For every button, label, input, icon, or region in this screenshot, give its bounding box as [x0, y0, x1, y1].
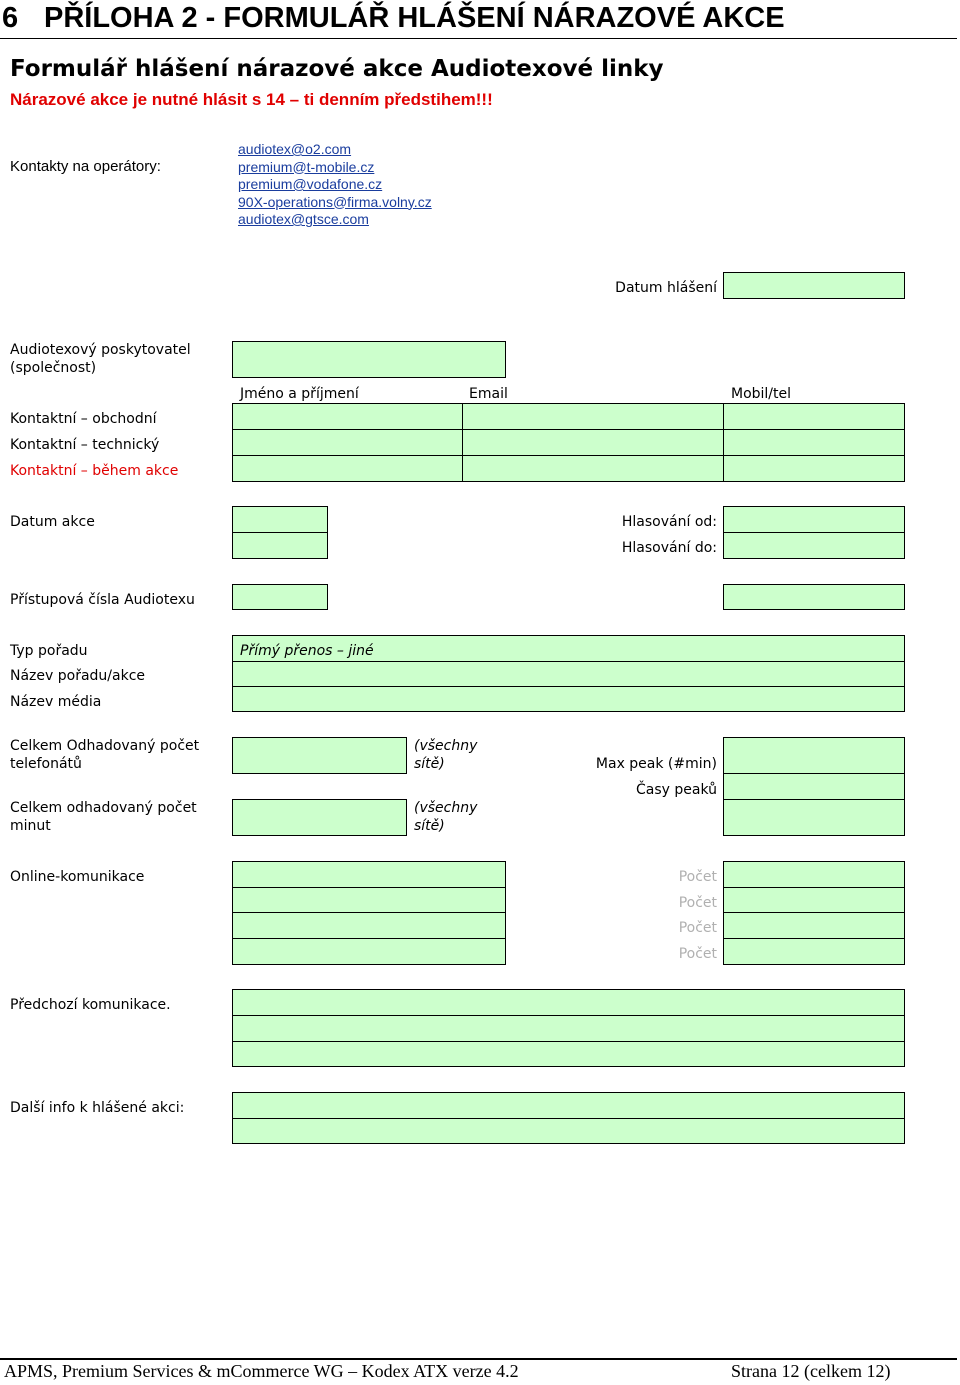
voting-from-label: Hlasování od:: [621, 514, 717, 530]
contact-technical-label: Kontaktní – technický: [10, 437, 160, 453]
chapter-title: PŘÍLOHA 2 - FORMULÁŘ HLÁŠENÍ NÁRAZOVÉ AKCE: [44, 2, 785, 34]
contact-email-link[interactable]: premium@vodafone.cz: [238, 176, 383, 192]
report-date-field[interactable]: [723, 272, 905, 299]
count-label-4: Počet: [678, 946, 717, 962]
max-peak-label: Max peak (#min): [595, 756, 717, 772]
count-field-3[interactable]: [723, 912, 905, 939]
event-date-field-1[interactable]: [232, 506, 328, 533]
chapter-heading: [0, 2, 960, 38]
contact-during-email-field[interactable]: [462, 455, 724, 482]
contact-email-link[interactable]: audiotex@gtsce.com: [238, 211, 369, 227]
voting-from-field[interactable]: [723, 506, 905, 533]
peak-times-field-2[interactable]: [723, 799, 905, 836]
previous-communication-field-3[interactable]: [232, 1041, 905, 1067]
program-name-field[interactable]: [232, 661, 905, 687]
contact-during-phone-field[interactable]: [723, 455, 905, 482]
col-email-header: Email: [469, 386, 508, 402]
further-info-field-2[interactable]: [232, 1118, 905, 1144]
access-numbers-label: Přístupová čísla Audiotexu: [10, 592, 195, 608]
media-name-label: Název média: [10, 694, 102, 710]
form-title: Formulář hlášení nárazové akce Audiotexové linky: [10, 56, 664, 82]
total-minutes-label: Celkem odhadovaný počet minut: [10, 800, 197, 834]
program-type-label: Typ pořadu: [10, 643, 88, 659]
event-date-field-2[interactable]: [232, 532, 328, 559]
contacts-list: [238, 141, 432, 229]
program-type-value: Přímý přenos – jiné: [240, 643, 374, 659]
total-calls-label: Celkem Odhadovaný počet telefonátů: [10, 738, 200, 772]
contact-during-name-field[interactable]: [232, 455, 463, 482]
contact-business-email-field[interactable]: [462, 403, 724, 430]
contact-email-link[interactable]: premium@t-mobile.cz: [238, 158, 375, 175]
online-field-1[interactable]: [232, 861, 506, 888]
chapter-number: 6: [2, 2, 19, 34]
voting-to-field[interactable]: [723, 532, 905, 559]
count-label-1: Počet: [678, 869, 717, 885]
access-numbers-field-1[interactable]: [232, 584, 328, 610]
contact-business-name-field[interactable]: [232, 403, 463, 430]
contact-technical-phone-field[interactable]: [723, 429, 905, 456]
count-field-4[interactable]: [723, 938, 905, 965]
footer-right: Strana 12 (celkem 12): [731, 1361, 891, 1381]
count-label-3: Počet: [678, 920, 717, 936]
peak-times-field-1[interactable]: [723, 773, 905, 800]
total-calls-field[interactable]: [232, 737, 407, 774]
contact-business-label: Kontaktní – obchodní: [10, 411, 157, 427]
further-info-field-1[interactable]: [232, 1092, 905, 1119]
online-label: Online-komunikace: [10, 869, 145, 885]
heading-rule: [0, 38, 957, 39]
contact-technical-email-field[interactable]: [462, 429, 724, 456]
count-field-1[interactable]: [723, 861, 905, 888]
footer-left: APMS, Premium Services & mCommerce WG – Kodex ATX verze 4.2: [4, 1361, 519, 1381]
max-peak-field[interactable]: [723, 737, 905, 774]
event-date-label: Datum akce: [10, 514, 95, 530]
contact-email-link[interactable]: 90X-operations@firma.volny.cz: [238, 193, 432, 210]
count-field-2[interactable]: [723, 887, 905, 913]
warning-text: Nárazové akce je nutné hlásit s 14 – ti denním předstihem!!!: [10, 90, 493, 109]
online-field-4[interactable]: [232, 938, 506, 965]
peak-times-label: Časy peaků: [635, 782, 717, 798]
all-networks-note-1: (všechny sítě): [414, 738, 478, 772]
contact-business-phone-field[interactable]: [723, 403, 905, 430]
footer-rule: [0, 1358, 957, 1360]
voting-to-label: Hlasování do:: [621, 540, 717, 556]
count-label-2: Počet: [678, 895, 717, 911]
online-field-2[interactable]: [232, 887, 506, 913]
report-date-label: Datum hlášení: [615, 280, 717, 296]
program-name-label: Název pořadu/akce: [10, 668, 146, 684]
previous-communication-field-1[interactable]: [232, 989, 905, 1016]
program-type-field[interactable]: [232, 635, 905, 662]
online-field-3[interactable]: [232, 912, 506, 939]
total-minutes-field[interactable]: [232, 799, 407, 836]
contacts-label: Kontakty na operátory:: [10, 158, 161, 175]
previous-communication-field-2[interactable]: [232, 1015, 905, 1042]
contact-email-link[interactable]: audiotex@o2.com: [238, 141, 352, 157]
access-numbers-field-2[interactable]: [723, 584, 905, 610]
further-info-label: Další info k hlášené akci:: [10, 1100, 185, 1116]
previous-communication-label: Předchozí komunikace.: [10, 997, 171, 1013]
media-name-field[interactable]: [232, 686, 905, 712]
contact-during-label: Kontaktní – během akce: [10, 463, 179, 479]
all-networks-note-2: (všechny sítě): [414, 800, 478, 834]
col-name-header: Jméno a příjmení: [240, 386, 359, 402]
col-phone-header: Mobil/tel: [731, 386, 792, 402]
provider-label: Audiotexový poskytovatel (společnost): [10, 342, 191, 376]
provider-field[interactable]: [232, 341, 506, 378]
contact-technical-name-field[interactable]: [232, 429, 463, 456]
